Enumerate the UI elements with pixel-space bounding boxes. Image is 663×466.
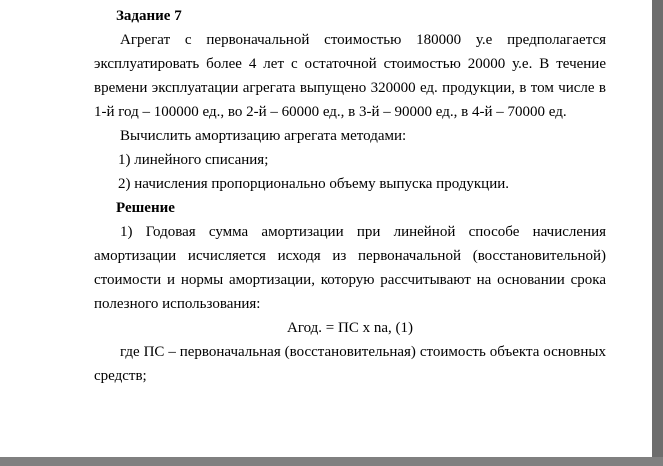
task-question: Вычислить амортизацию агрегата методами: (120, 128, 407, 144)
task-heading: Задание 7 (116, 8, 182, 24)
task-paragraph: Агрегат с первоначальной стоимостью 180000 у.е предполагается эксплуатировать более 4 лет с остаточной стоимостью 20000 у.е. В течение времени эксплуатации агрегата выпущено 320000 ед. продукции, в том числе в 1-й год – 100000 ед., во 2-й – 60000 ед., в 3-й – 90000 ед., в 4-й – 70000 ед. (94, 32, 606, 120)
method-item-1: 1) линейного списания; (118, 152, 269, 168)
formula-explanation: где ПС – первоначальная (восстановительная) стоимость объекта основных средств; (94, 344, 606, 384)
solution-heading: Решение (116, 200, 175, 216)
solution-paragraph: 1) Годовая сумма амортизации при линейной способе начисления амортизации исчисляется исходя из первоначальной (восстановительной) стоимости и нормы амортизации, которую рассчитывают на основании срока полезного использования: (94, 224, 606, 312)
method-item-2: 2) начисления пропорционально объему выпуска продукции. (118, 176, 510, 192)
amortization-formula: Агод. = ПС х na, (1) (286, 320, 413, 336)
right-scroll-edge (652, 0, 663, 466)
bottom-edge (0, 457, 663, 466)
document-content (94, 4, 606, 388)
